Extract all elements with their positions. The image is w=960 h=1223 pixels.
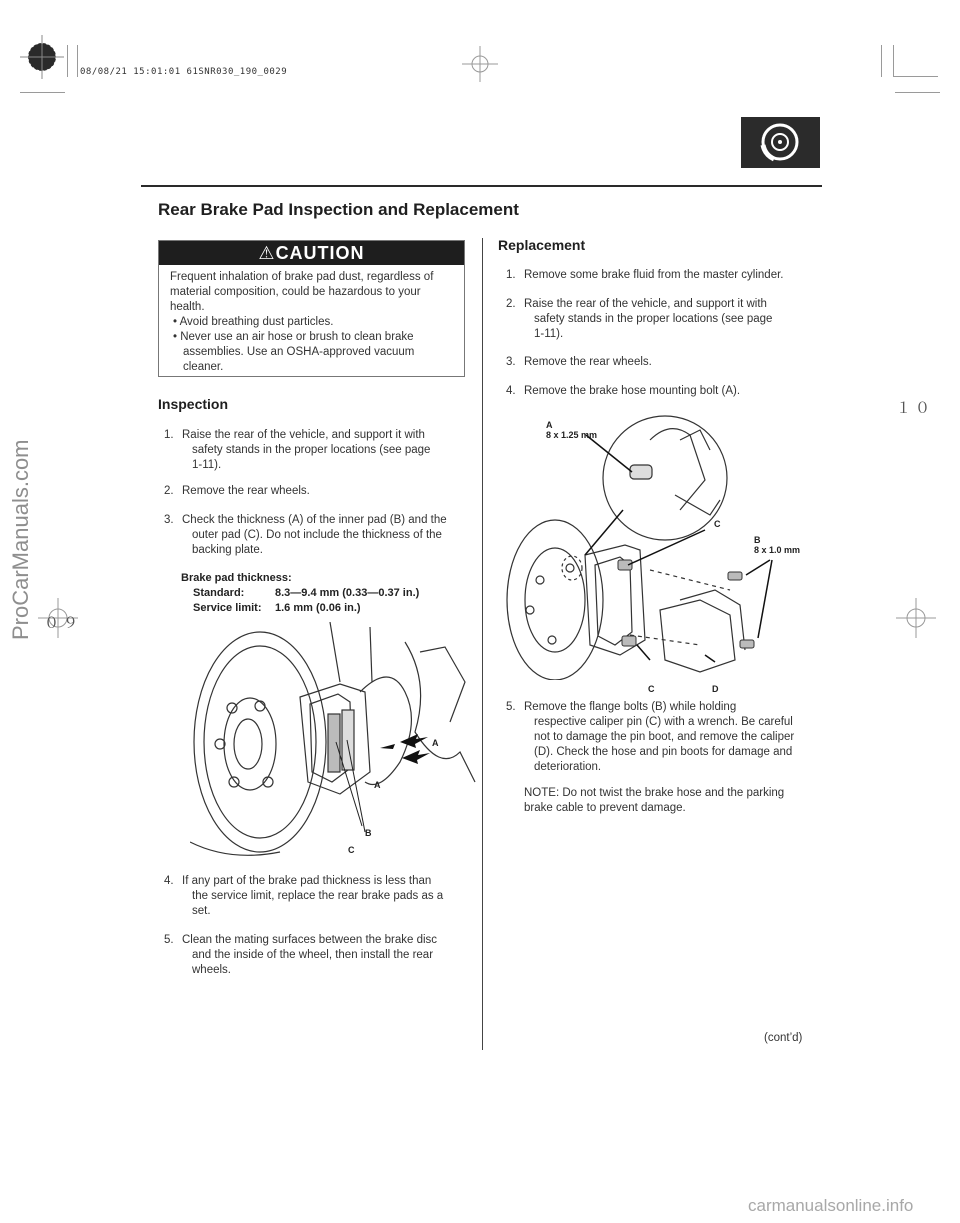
right-page-number: １０ xyxy=(896,400,935,417)
page-title: Rear Brake Pad Inspection and Replacement xyxy=(158,200,519,219)
fig-label-a: A 8 x 1.25 mm xyxy=(546,420,598,440)
fig-label-c: C xyxy=(714,519,721,529)
bullet-icon: • xyxy=(173,331,181,343)
caution-bullet-cont: assemblies. Use an OSHA-approved vacuum xyxy=(183,346,415,358)
column-divider xyxy=(482,238,483,1050)
inspection-step: 1. Raise the rear of the vehicle, and support it with safety stands in the proper locations (see page 1-11). xyxy=(164,429,431,471)
caution-bullet: • Avoid breathing dust particles. xyxy=(173,316,334,328)
replacement-step: 2. Raise the rear of the vehicle, and support it with safety stands in the proper locations (see page 1-11). xyxy=(506,298,773,340)
watermark-side: ProCarManuals.com xyxy=(8,439,33,640)
caution-box xyxy=(158,240,465,377)
left-page-number: ０９ xyxy=(44,615,83,632)
fig-label-a: A xyxy=(374,780,381,790)
continued-label: (cont’d) xyxy=(764,1032,803,1044)
title-rule xyxy=(141,185,822,187)
spec-row: Service limit: 1.6 mm (0.06 in.) xyxy=(193,602,361,614)
caution-bullet: • Never use an air hose or brush to clean brake xyxy=(173,331,414,343)
brake-disc-icon xyxy=(741,117,820,168)
caution-body xyxy=(159,265,464,375)
caution-intro-line: health. xyxy=(170,301,205,313)
replacement-step: 1. Remove some brake fluid from the master cylinder. xyxy=(506,269,784,281)
fig-label-b: B xyxy=(365,828,372,838)
replacement-step: 4. Remove the brake hose mounting bolt (A). xyxy=(506,385,741,397)
fig-label-d: D xyxy=(712,684,719,694)
fig-label-c: C xyxy=(648,684,655,694)
caution-header xyxy=(159,241,464,265)
center-crosshair-icon xyxy=(462,46,498,82)
caution-bullet-cont: cleaner. xyxy=(183,361,224,373)
bullet-icon: • xyxy=(173,316,180,328)
section-icon-box xyxy=(741,117,820,168)
caution-heading: CAUTION xyxy=(275,243,365,263)
caution-intro-line: material composition, could be hazardous to your xyxy=(170,286,421,298)
fig-label-c: C xyxy=(348,845,355,855)
print-stamp: 08/08/21 15:01:01 61SNR030_190_0029 xyxy=(80,67,288,77)
replacement-step: 5. Remove the flange bolts (B) while holding respective caliper pin (C) with a wrench. Be careful not to damage the pin boot, and remove the caliper (D). Check the hose and pin boots for damage and deterioration. xyxy=(506,701,795,773)
replacement-heading: Replacement xyxy=(498,237,586,253)
replacement-note: NOTE: Do not twist the brake hose and the parking brake cable to prevent damage. xyxy=(524,787,785,814)
inspection-heading: Inspection xyxy=(158,396,229,412)
inspection-step: 2. Remove the rear wheels. xyxy=(164,485,310,497)
inspection-step: 5. Clean the mating surfaces between the brake disc and the inside of the wheel, then install the rear wheels. xyxy=(164,934,438,976)
spec-row: Standard: 8.3—9.4 mm (0.33—0.37 in.) xyxy=(193,587,420,599)
fig-label-a: A xyxy=(432,738,439,748)
fig-label-b: B 8 x 1.0 mm xyxy=(754,535,801,555)
caution-intro-line: Frequent inhalation of brake pad dust, regardless of xyxy=(170,271,434,283)
spec-table xyxy=(193,586,419,616)
inspection-step: 4. If any part of the brake pad thickness is less than the service limit, replace the rear brake pads as a set. xyxy=(164,875,444,917)
inspection-step: 3. Check the thickness (A) of the inner pad (B) and the outer pad (C). Do not include the thickness of the backing plate. xyxy=(164,514,447,556)
spec-heading: Brake pad thickness: xyxy=(181,572,292,584)
pad-thickness-spec xyxy=(181,571,419,616)
registration-target-icon xyxy=(20,35,80,95)
watermark-bottom: carmanualsonline.info xyxy=(748,1196,914,1215)
replacement-step: 3. Remove the rear wheels. xyxy=(506,356,652,368)
right-crosshair-icon xyxy=(896,598,936,638)
warning-icon: ⚠ xyxy=(258,243,276,263)
